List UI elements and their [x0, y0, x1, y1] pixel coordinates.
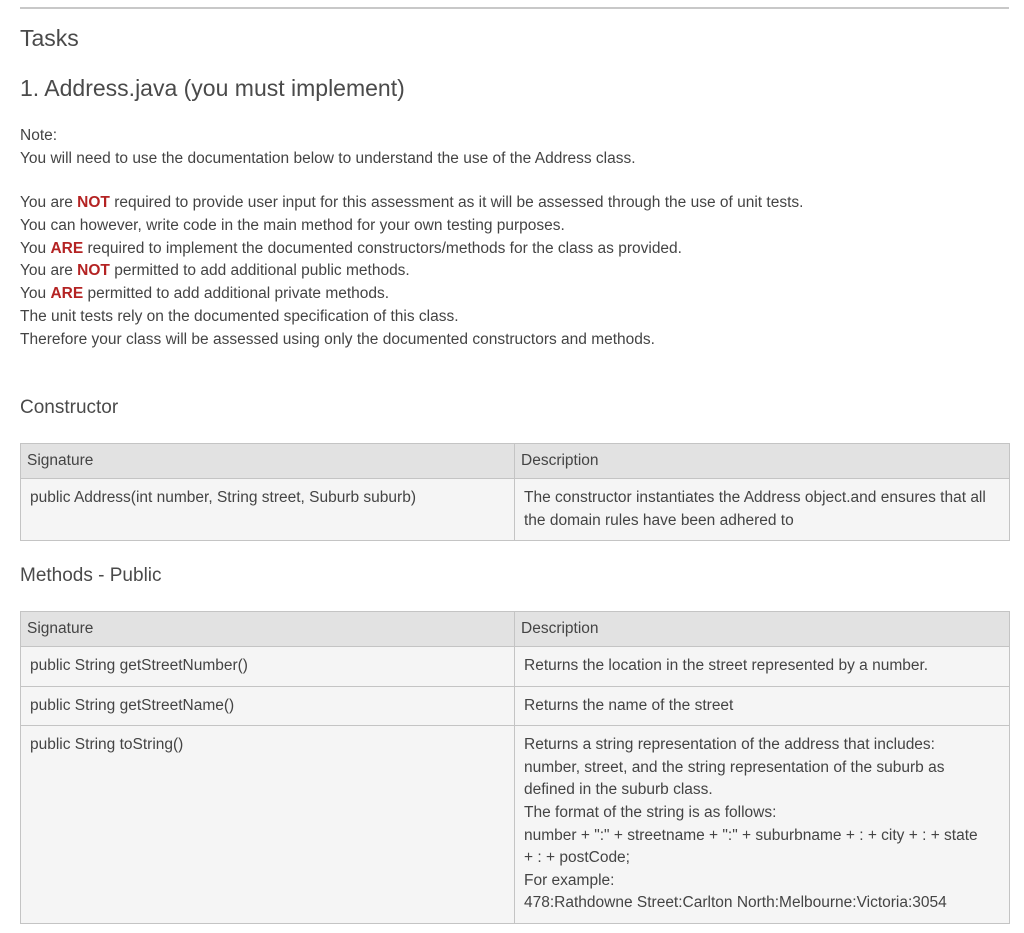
description-line: number, street, and the string representation of the suburb as	[524, 758, 945, 776]
rule-line: Therefore your class will be assessed using only the documented constructors and methods.	[20, 330, 655, 348]
keyword-are: ARE	[50, 285, 84, 303]
note-label: Note:	[20, 127, 58, 144]
signature-cell: public Address(int number, String street, Suburb suburb)	[21, 479, 515, 541]
file-heading: 1. Address.java (you must implement)	[20, 75, 405, 101]
column-header-signature: Signature	[21, 612, 515, 647]
table-row	[21, 726, 1010, 924]
keyword-are: ARE	[50, 239, 84, 257]
rule-line: You ARE permitted to add additional private methods.	[20, 285, 390, 303]
signature-cell: public String getStreetName()	[21, 686, 515, 726]
column-header-description: Description	[515, 612, 1010, 647]
rule-line: You are NOT required to provide user input for this assessment as it will be assessed through the use of unit tests.	[20, 194, 804, 211]
rule-line: You are NOT permitted to add additional public methods.	[20, 262, 410, 280]
table-row	[21, 686, 1010, 726]
page-title: Tasks	[20, 25, 79, 51]
description-line: Returns a string representation of the address that includes:	[524, 736, 935, 754]
table-header-row	[21, 444, 1010, 479]
keyword-not: NOT	[77, 194, 110, 211]
top-divider	[20, 7, 1009, 9]
methods-table	[20, 611, 1010, 924]
table-row	[21, 479, 1010, 541]
description-cell: Returns the name of the street	[515, 686, 1010, 726]
column-header-signature: Signature	[21, 444, 515, 479]
column-header-description: Description	[515, 444, 1010, 479]
description-line: number + ":" + streetname + ":" + suburbname + : + city + : + state	[524, 826, 978, 844]
table-header-row	[21, 612, 1010, 647]
methods-heading: Methods - Public	[20, 565, 162, 586]
rule-line: You can however, write code in the main method for your own testing purposes.	[20, 216, 565, 234]
note-text: You will need to use the documentation below to understand the use of the Address class.	[20, 150, 636, 167]
keyword-not: NOT	[77, 262, 110, 280]
rules-list	[20, 192, 803, 352]
rule-line: You ARE required to implement the documented constructors/methods for the class as provided.	[20, 239, 682, 257]
description-cell: Returns the location in the street represented by a number.	[515, 647, 1010, 687]
signature-cell: public String getStreetNumber()	[21, 647, 515, 687]
description-line: defined in the suburb class.	[524, 781, 713, 799]
rule-line: The unit tests rely on the documented specification of this class.	[20, 307, 459, 325]
constructor-heading: Constructor	[20, 397, 119, 418]
description-cell	[515, 726, 1010, 924]
description-line: The format of the string is as follows:	[524, 803, 777, 821]
description-line: + : + postCode;	[524, 849, 630, 867]
constructor-table	[20, 443, 1010, 541]
signature-cell: public String toString()	[21, 726, 515, 924]
description-line: 478:Rathdowne Street:Carlton North:Melbourne:Victoria:3054	[524, 894, 947, 912]
description-cell: The constructor instantiates the Address object.and ensures that all the domain rules have been adhered to	[515, 479, 1010, 541]
note-block	[20, 124, 636, 170]
description-line: For example:	[524, 871, 615, 889]
table-row	[21, 647, 1010, 687]
